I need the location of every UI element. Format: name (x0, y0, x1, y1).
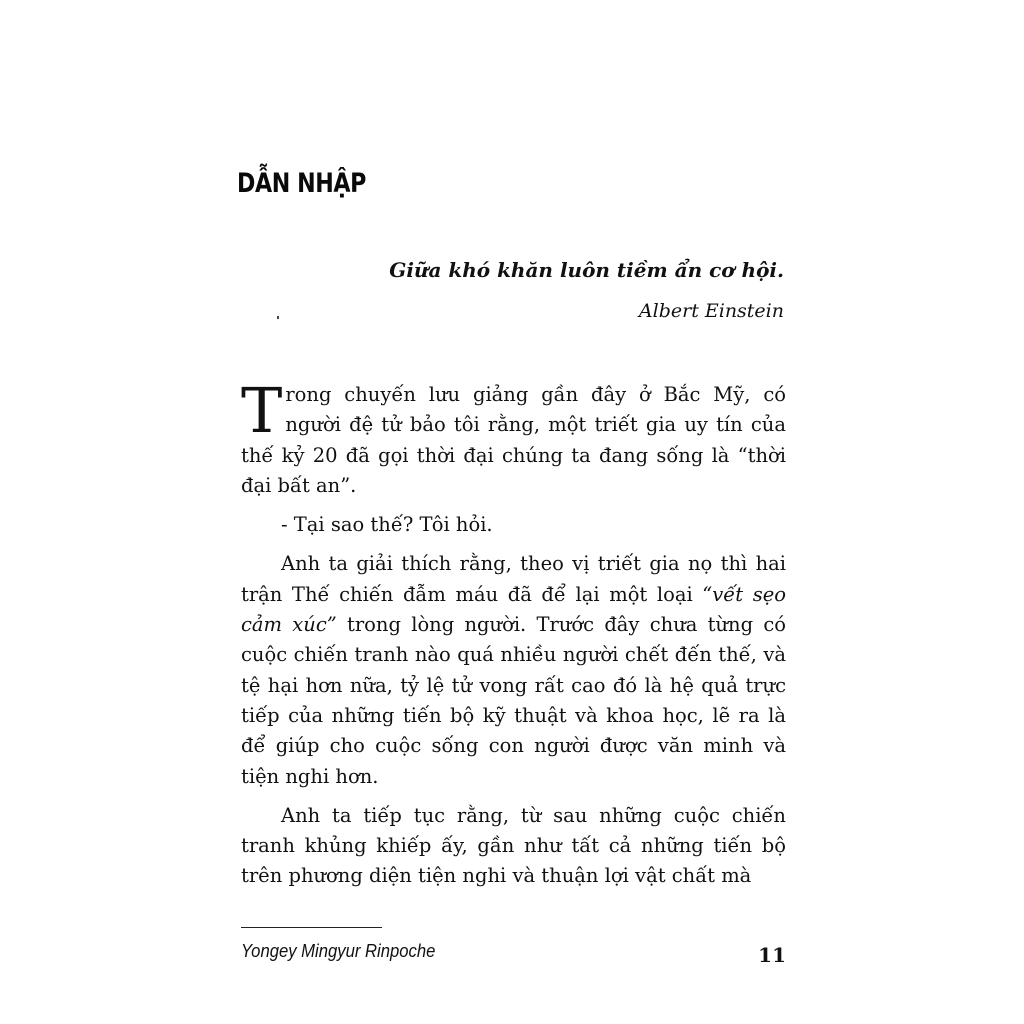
epigraph-quote: Giữa khó khăn luôn tiềm ẩn cơ hội. (389, 258, 784, 282)
epigraph-author: Albert Einstein (638, 300, 784, 322)
chapter-title: DẪN NHẬP (237, 168, 366, 199)
paragraph-3-text-a: Anh ta giải thích rằng, theo vị triết gia nọ thì hai trận Thế chiến đẫm máu đã để lại một loại (241, 552, 786, 606)
page-number: 11 (758, 943, 786, 967)
paragraph-3-text-b: trong lòng người. Trước đây chưa từng có cuộc chiến tranh nào quá nhiều người chết đến thế, và tệ hại hơn nữa, tỷ lệ tử vong rất cao đó là hệ quả trực tiếp của những tiến bộ kỹ thuật và khoa học, lẽ ra là để giúp cho cuộc sống con người được văn minh và tiện nghi hơn. (241, 613, 786, 788)
paragraph-3-emphasis: “vết sẹo cảm xúc” (241, 582, 786, 637)
paragraph-2: - Tại sao thế? Tôi hỏi. (281, 513, 493, 537)
footer-rule (241, 927, 382, 928)
paragraph-3 (241, 549, 786, 791)
stray-ink-mark (277, 316, 279, 319)
drop-cap: T (241, 374, 283, 447)
body-text (241, 374, 786, 901)
paragraph-4: Anh ta tiếp tục rằng, từ sau những cuộc chiến tranh khủng khiếp ấy, gần như tất cả những tiến bộ trên phương diện tiện nghi và thuận lợi vật chất mà (241, 803, 786, 888)
footer-author: Yongey Mingyur Rinpoche (241, 940, 436, 961)
paragraph-1-text: rong chuyến lưu giảng gần đây ở Bắc Mỹ, có người đệ tử bảo tôi rằng, một triết gia uy tín của thế kỷ 20 đã gọi thời đại chúng ta đang sống là “thời đại bất an”. (241, 383, 786, 497)
paragraph-1 (241, 374, 786, 501)
